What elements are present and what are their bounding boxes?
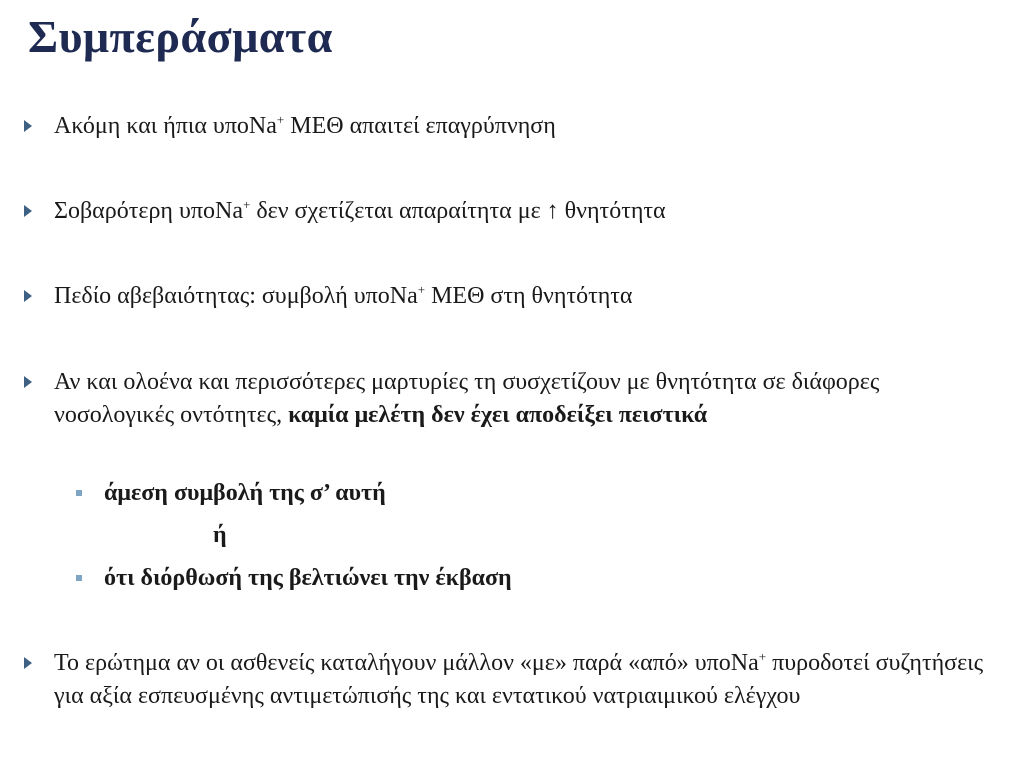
triangle-bullet-icon [24,657,32,669]
sub-bullet-text: ότι διόρθωσή της βελτιώνει την έκβαση [104,565,512,591]
square-bullet-icon [76,490,82,496]
sub-bullet-text: άμεση συμβολή της σ’ αυτή [104,480,386,506]
sub-bullet-item [76,562,512,595]
bullet-text: Σοβαρότερη υποNa+ δεν σχετίζεται απαραίτητα με ↑ θνητότητα [54,197,666,224]
sub-bullet-item [76,477,386,510]
bullet-item [24,195,1014,228]
bullet-text: Αν και ολοένα και περισσότερες μαρτυρίες τη συσχετίζουν με θνητότητα σε διάφορες νοσολογικές οντότητες, καμία μελέτη δεν έχει αποδείξει πειστικά [54,369,880,428]
bullet-text: Πεδίο αβεβαιότητας: συμβολή υποNa+ ΜΕΘ στη θνητότητα [54,282,633,309]
bullet-item [24,647,999,713]
bullet-text: Το ερώτημα αν οι ασθενείς καταλήγουν μάλλον «με» παρά «από» υποNa+ πυροδοτεί συζητήσεις για αξία εσπευσμένης αντιμετώπισής της και εντατικού νατριαιμικού ελέγχου [54,649,984,709]
bullet-item [24,110,1014,143]
triangle-bullet-icon [24,205,32,217]
bullet-item [24,366,1004,432]
slide-title: Συμπεράσματα [28,11,333,62]
bullet-text: Ακόμη και ήπια υποNa+ ΜΕΘ απαιτεί επαγρύπνηση [54,112,556,139]
triangle-bullet-icon [24,120,32,132]
bullet-item [24,280,1014,313]
triangle-bullet-icon [24,290,32,302]
triangle-bullet-icon [24,376,32,388]
square-bullet-icon [76,575,82,581]
or-text: ή [213,522,227,548]
